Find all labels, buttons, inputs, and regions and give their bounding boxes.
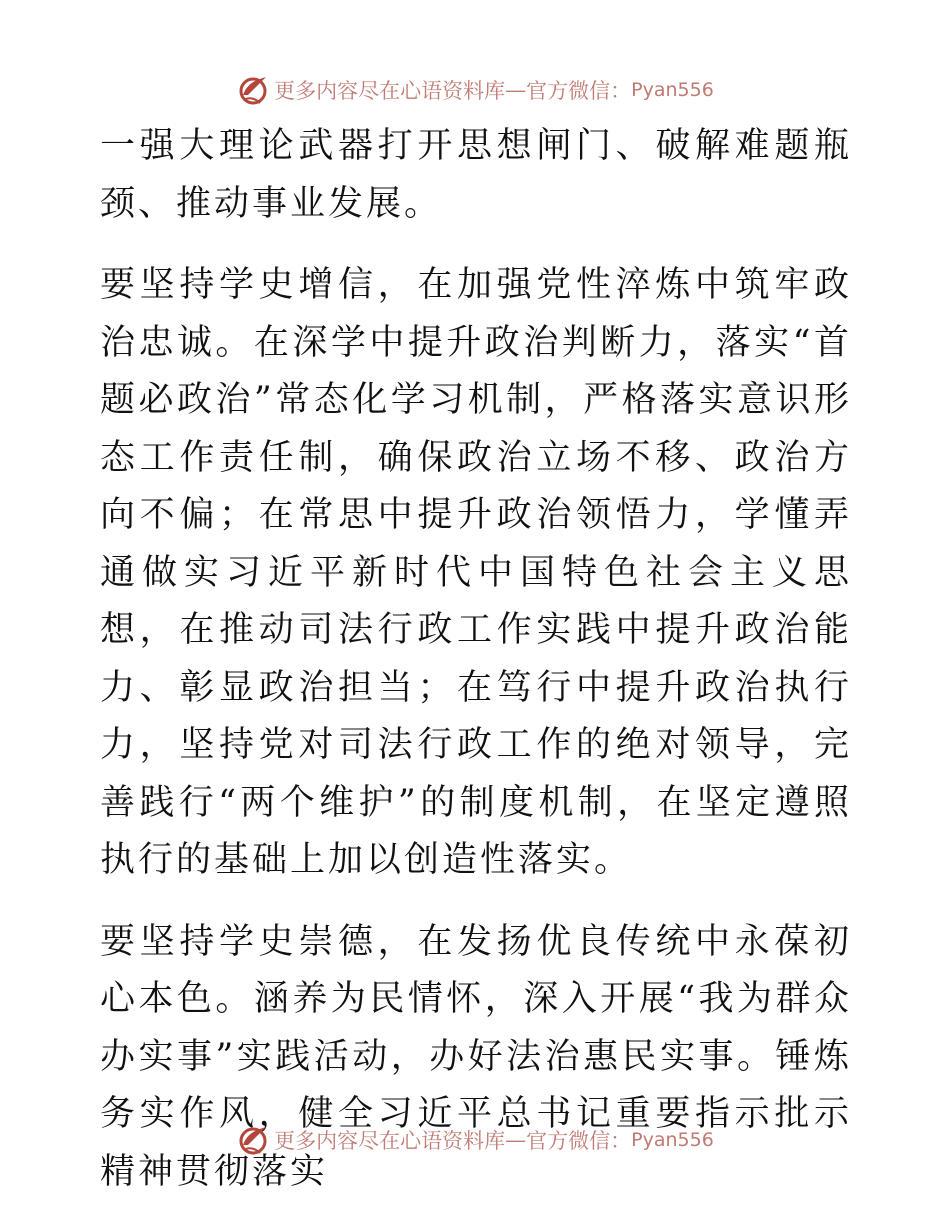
quill-swirl-logo-icon: [236, 73, 270, 107]
footer-watermark: [0, 1120, 950, 1160]
watermark-wechat-id: Pyan556: [631, 79, 714, 101]
header-watermark: [0, 70, 950, 110]
watermark-wechat-label: 官方微信：: [526, 79, 632, 103]
watermark-wechat-id: Pyan556: [631, 1129, 714, 1151]
watermark-site-text: 更多内容尽在心语资料库: [274, 79, 506, 103]
paragraph-1: 一强大理论武器打开思想闸门、破解难题瓶颈、推动事业发展。: [100, 126, 852, 224]
watermark-site-text: 更多内容尽在心语资料库: [274, 1129, 506, 1153]
paragraph-3: 要坚持学史崇德，在发扬优良传统中永葆初心本色。涵养为民情怀，深入开展“我为群众办实事”实践活动，办好法治惠民实事。锤炼务实作风，健全习近平总书记重要指示批示精神贯彻落实: [100, 921, 852, 1192]
watermark-dash: —: [505, 1128, 527, 1152]
quill-swirl-logo-icon: [236, 1123, 270, 1157]
document-body: [100, 118, 852, 1201]
watermark-dash: —: [505, 78, 527, 102]
paragraph-2: 要坚持学史增信，在加强党性淬炼中筑牢政治忠诚。在深学中提升政治判断力，落实“首题必政治”常态化学习机制，严格落实意识形态工作责任制，确保政治立场不移、政治方向不偏；在常思中提升政治领悟力，学懂弄通做实习近平新时代中国特色社会主义思想，在推动司法行政工作实践中提升政治能力、彰显政治担当；在笃行中提升政治执行力，坚持党对司法行政工作的绝对领导，完善践行“两个维护”的制度机制，在坚定遵照执行的基础上加以创造性落实。: [100, 265, 852, 880]
watermark-wechat-label: 官方微信：: [526, 1129, 632, 1153]
